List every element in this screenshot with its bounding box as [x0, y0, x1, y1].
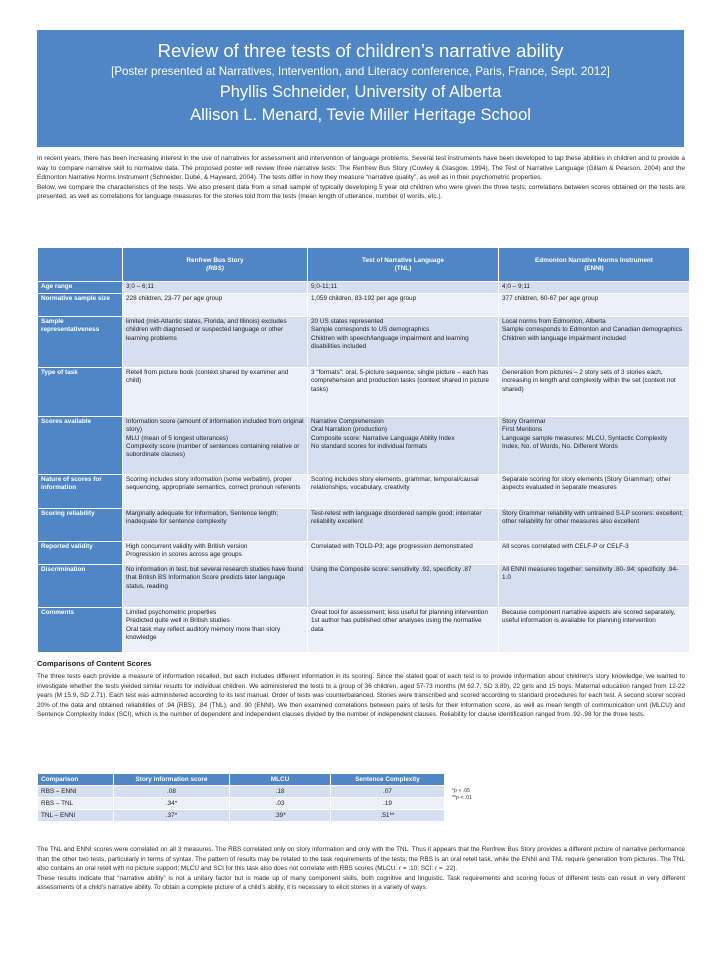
cell-rbs: Scoring includes story information (some verbatim), proper sequencing, appropriate semantics, correct pronoun referents — [123, 475, 307, 508]
table-row — [38, 294, 689, 316]
cell-enni: Story Grammar reliability with untrained S-LP scorers: excellent; other reliability for other measures also excellent — [499, 509, 689, 541]
cell-enni: Story Grammar First Mentions Language sample measures: MLCU, Syntactic Complexity Index, No. of Words, No. Different Words — [499, 417, 689, 474]
cell-enni: All scores correlated with CELF-P or CELF-3 — [499, 542, 689, 564]
header-rbs — [123, 248, 307, 281]
table-row — [38, 317, 689, 367]
conclusion-paragraph-1: The TNL and ENNI scores were correlated on all 3 measures. The RBS correlated only on story information and only with the TNL. Thus it appears that the Renfrew Bus Story provides a different picture of narrative performance than the other two tests, particularly in terms of syntax. The pattern of results may be related to the task requirements of the tests; the RBS is an oral retell task, while the ENNI and TNL require generation from pictures. The TNL also contains an oral retell with no picture support; MLCU and SCI for this task also does not correlate with RBS scores (MLCU: r = .10; SCI: r = .22). — [37, 846, 685, 872]
row-label: Age range — [38, 282, 122, 293]
comparisons-title: Comparisons of Content Scores — [37, 659, 152, 668]
cell-tnl: Great tool for assessment; less useful for planning intervention 1st author has published other analyses using the normative data — [308, 608, 498, 652]
cell-tnl: Correlated with TOLD-P3; age progression demonstrated — [308, 542, 498, 564]
header-tnl — [308, 248, 498, 281]
comparisons-paragraph: The three tests each provide a measure of information recalled, but each includes different information in its scoring. Since the stated goal of each test is to provide information about children’s story knowledge, we wanted to investigate whether the tests yielded similar results for individual children. We administered the tests to a group of 36 children, aged 57-73 months (M 62.7, SD 3.89), 22 girls and 15 boys. Maternal education ranged from 12-22 years (M 15.9, SD 2.71). Each test was administered according to its test manual. Order of tests was counterbalanced. Stories were transcribed and scored according to standard procedures for each test. A second scorer scored 20% of the data and obtained reliabilities of .94 (RBS), .84 (TNL), and .90 (ENNI). We then examined correlations between pairs of tests for their information score, as well as mean length of communication unit (MLCU) and Sentence Complexity Index (SCI), which is the number of dependent and independent clauses divided by the number of independent clauses. Reliability for clause identification ranged from .92-.98 for the three tests. — [37, 673, 685, 718]
significance-notes — [452, 788, 472, 802]
cell-rbs: Information score (amount of information included from original story) MLU (mean of 5 longest utterances) Complexity score (number of sentences containing relative or subordinate clauses) — [123, 417, 307, 474]
author-1: Phyllis Schneider, University of Alberta — [219, 83, 502, 101]
header-enni-name: Edmonton Narrative Norms Instrument — [535, 256, 653, 264]
correlation-header-row — [38, 774, 444, 785]
note-p01: **p < .01 — [452, 795, 473, 801]
header-enni-abbr: (ENNI) — [584, 265, 604, 272]
cell-rbs: 3;0 – 6;11 — [123, 282, 307, 293]
cell-enni: 4;0 – 9;11 — [499, 282, 689, 293]
conclusion-paragraph-2: These results indicate that “narrative ability” is not a unitary factor but is made up of many component skills, both cognitive and linguistic. Task requirements and scoring focus of different tests can result in very different assessments of a child’s narrative ability. To obtain a complete picture of a child’s ability, it is necessary to elicit stories in a variety of ways. — [37, 874, 685, 891]
corr-cell: .19 — [331, 798, 444, 809]
corr-cell: RBS – TNL — [38, 798, 113, 809]
corr-cell: .39* — [230, 810, 330, 821]
cell-tnl: Narrative Comprehension Oral Narration (production) Composite score: Narrative Language Ability Index No standard scores for individual formats — [308, 417, 498, 474]
corr-cell: .07 — [331, 786, 444, 797]
row-label: Nature of scores for information — [38, 475, 122, 508]
cell-rbs: Limited psychometric properties Predicted quite well in British studies Oral task may reflect auditory memory more than story knowledge — [123, 608, 307, 652]
corr-cell: .37* — [114, 810, 229, 821]
poster-subtitle: [Poster presented at Narratives, Intervention, and Literacy conference, Paris, France, Sept. 2012] — [111, 65, 610, 78]
table-row — [38, 565, 689, 607]
cell-enni: Local norms from Edmonton, Alberta Sample corresponds to Edmonton and Canadian demographics Children with language impairment included — [499, 317, 689, 367]
table-row — [38, 475, 689, 508]
table-row — [38, 608, 689, 652]
correlation-table — [37, 773, 445, 822]
row-label: Scores available — [38, 417, 122, 474]
cell-tnl: Using the Composite score: sensitivity .92, specificity .87 — [308, 565, 498, 607]
poster-title: Review of three tests of children’s narrative ability — [157, 40, 564, 61]
row-label: Normative sample size — [38, 294, 122, 316]
cell-tnl: 5;0-11;11 — [308, 282, 498, 293]
row-label: Discrimination — [38, 565, 122, 607]
corr-cell: RBS – ENNI — [38, 786, 113, 797]
author-2: Allison L. Menard, Tevie Miller Heritage School — [190, 106, 531, 124]
cell-enni: Generation from pictures – 2 story sets of 3 stories each, increasing in length and complexity within the set (context not shared) — [499, 368, 689, 416]
table-row — [38, 368, 689, 416]
cell-enni: Separate scoring for story elements (Story Grammar); other aspects evaluated in separate measures — [499, 475, 689, 508]
header-tnl-abbr: (TNL) — [394, 265, 412, 272]
table-row — [38, 786, 444, 797]
table-header-row — [38, 248, 689, 281]
row-label: Reported validity — [38, 542, 122, 564]
table-row — [38, 798, 444, 809]
row-label: Scoring reliability — [38, 509, 122, 541]
corr-cell: .34* — [114, 798, 229, 809]
intro-paragraph-1: In recent years, there has been increasing interest in the use of narratives for assessment and intervention of language problems. Several test instruments have been developed to tap these abilities in children and to provide a way to compare narrative skill to normative data. The proposed poster will review three narrative tests: The Renfrew Bus Story (Cowley & Glasgow, 1994), The Test of Narrative Language (Gillam & Pearson, 2004) and the Edmonton Narrative Norms Instrument (Schneider, Dubé, & Hayward, 2004). The tests differ in how they measure “narrative quality”, as well as in their psychometric properties. — [37, 155, 685, 182]
header-rbs-name: Renfrew Bus Story — [186, 256, 244, 264]
corr-header-sci: Sentence Complexity — [331, 774, 444, 785]
table-row — [38, 509, 689, 541]
intro-text — [37, 154, 685, 202]
table-row — [38, 417, 689, 474]
cell-enni: 377 children, 60-67 per age group — [499, 294, 689, 316]
cell-rbs: Marginally adequate for Information, Sentence length; inadequate for sentence complexity — [123, 509, 307, 541]
cell-tnl: Scoring includes story elements, grammar, temporal/causal relationships, vocabulary, creativity — [308, 475, 498, 508]
cell-tnl: 1,059 children, 83-192 per age group — [308, 294, 498, 316]
table-row — [38, 542, 689, 564]
cell-enni: Because component narrative aspects are scored separately, useful information is available for planning intervention — [499, 608, 689, 652]
note-p05: *p < .05 — [452, 788, 471, 794]
cell-tnl: 20 US states represented Sample corresponds to US demographics Children with speech/language impairment and learning disabilities included — [308, 317, 498, 367]
cell-rbs: limited (mid-Atlantic states, Florida, and Illinois) excludes children with diagnosed or suspected language or other learning problems — [123, 317, 307, 367]
corr-header-mlcu: MLCU — [230, 774, 330, 785]
corr-cell: .18 — [230, 786, 330, 797]
cell-enni: All ENNI measures together: sensitivity .80-.94; specificity .94-1.0 — [499, 565, 689, 607]
header-tnl-name: Test of Narrative Language — [362, 256, 444, 264]
cell-rbs: Retell from picture book (context shared by examiner and child) — [123, 368, 307, 416]
corr-header-comparison: Comparison — [38, 774, 113, 785]
cell-tnl: Test-retest with language disordered sample good; interrater reliability excellent — [308, 509, 498, 541]
test-comparison-table — [37, 247, 690, 653]
intro-paragraph-2: Below, we compare the characteristics of the tests. We also present data from a small sample of typically developing 5 year old children who were given the three tests; correlations between scores obtained on the tests are presented, as well as correlations for language measures for the stories told from the tests (mean length of utterance, number of words, etc.). — [37, 183, 685, 201]
corr-header-story-info: Story information score — [114, 774, 229, 785]
cell-rbs: No information in test, but several research studies have found that British BS Information Score predicts later language status, reading — [123, 565, 307, 607]
corr-cell: .51** — [331, 810, 444, 821]
corr-cell: TNL – ENNI — [38, 810, 113, 821]
row-label: Type of task — [38, 368, 122, 416]
cell-tnl: 3 “formats”: oral, 5-picture sequence, single picture – each has comprehension and production tasks (context shared in picture tasks) — [308, 368, 498, 416]
row-label: Comments — [38, 608, 122, 652]
cell-rbs: 228 children, 23-77 per age group — [123, 294, 307, 316]
conclusion-text — [37, 845, 685, 893]
poster-header — [37, 30, 684, 147]
table-row — [38, 810, 444, 821]
header-enni — [499, 248, 689, 281]
header-rbs-abbr: (RBS) — [206, 265, 224, 272]
corr-cell: .03 — [230, 798, 330, 809]
header-blank — [38, 248, 122, 281]
cell-rbs: High concurrent validity with British version Progression in scores across age groups — [123, 542, 307, 564]
table-row — [38, 282, 689, 293]
corr-cell: .08 — [114, 786, 229, 797]
row-label: Sample representativeness — [38, 317, 122, 367]
